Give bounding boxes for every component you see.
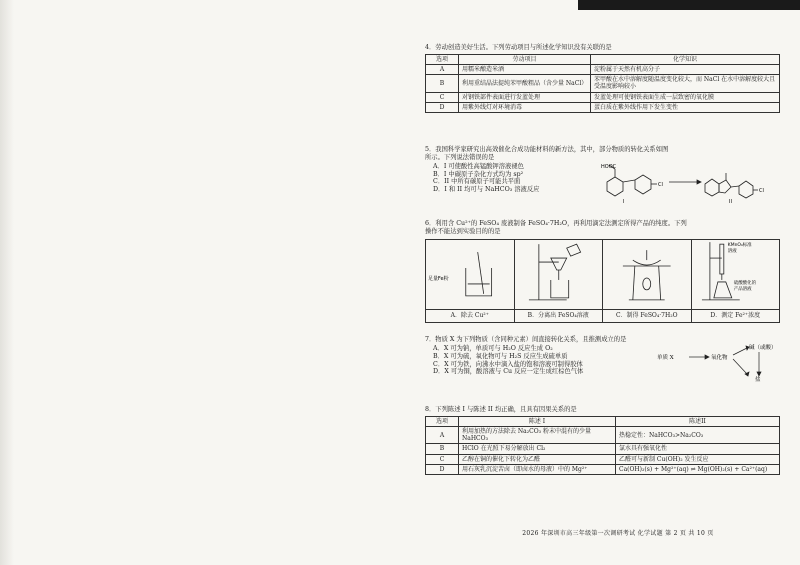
q4-row-c-knowledge: 发蓝处理可使钢铁表面生成一层致密的氧化膜 — [591, 92, 780, 102]
q5-hooc-label: HOOC — [601, 164, 617, 170]
q8-row-c-statement-2: 乙醛可与新制 Cu(OH)₂ 发生反应 — [616, 454, 780, 464]
q4-table — [425, 54, 780, 113]
q6-figure-b — [515, 240, 604, 322]
q8-header-statement-2: 陈述II — [616, 416, 780, 426]
q4-header-project: 劳动项目 — [459, 54, 591, 64]
q8-row-a-statement-1: 利用加热的方法除去 Na₂CO₃ 粉末中混有的少量 NaHCO₃ — [459, 427, 616, 444]
q7-option-d: D．X 可为铜，酸溶液与 Cu 反应一定生成红棕色气体 — [433, 368, 584, 376]
q7-diagram-base-acid: 碱（或酸） — [749, 345, 777, 351]
table-row — [426, 454, 780, 464]
q5-option-c: C．II 中所有碳原子可能共平面 — [433, 178, 521, 186]
question-7 — [425, 336, 780, 382]
question-4 — [425, 44, 780, 113]
q5-stem-line2: 所示。下列说法错误的是 — [425, 153, 495, 161]
q4-row-b-option: B — [426, 75, 459, 92]
q7-diagram-salt: 盐 — [755, 377, 761, 382]
question-8 — [425, 406, 780, 475]
q5-stem-line1: 5．我国科学家研究出高效催化合成功能材料的新方法，其中，部分物质的转化关系如图 — [425, 146, 669, 153]
q8-row-d-option: D — [426, 464, 459, 474]
q6-evaporation-diagram — [603, 240, 691, 304]
q4-stem: 4．劳动创造美好生活。下列劳动项目与所述化学知识没有关联的是 — [425, 44, 612, 51]
q6-beaker-diagram — [426, 240, 514, 304]
table-row — [426, 65, 780, 75]
q6-figure-d — [692, 240, 780, 322]
q6-figure-a — [426, 240, 515, 322]
q7-option-c: C．X 可为铁，向沸水中滴入盐的饱和溶液可制得胶体 — [433, 360, 583, 368]
q4-row-d-knowledge: 蛋白质在紫外线作用下发生变性 — [591, 102, 780, 112]
q4-row-c-option: C — [426, 92, 459, 102]
q4-header-option: 选项 — [426, 54, 459, 64]
q7-option-a: A．X 可为钠，单质可与 H₂O 反应生成 O₂ — [433, 344, 553, 352]
q5-cl-label-2: Cl — [759, 188, 764, 194]
q7-conversion-diagram — [655, 342, 780, 382]
q8-stem: 8．下列陈述 I 与陈述 II 均正确，且具有因果关系的是 — [425, 406, 577, 413]
q8-table — [425, 416, 780, 475]
q7-diagram-element-x: 单质 X — [657, 355, 674, 361]
scan-edge-left — [0, 0, 14, 565]
q6-caption-c: C．制得 FeSO₄·7H₂O — [603, 309, 691, 320]
question-5 — [425, 146, 780, 204]
q4-row-a-knowledge: 淀粉属于天然有机高分子 — [591, 65, 780, 75]
q8-row-d-statement-1: 用石灰乳沉淀苦卤（即卤水的母液）中的 Mg²⁺ — [459, 464, 616, 474]
q6-caption-d: D．测定 Fe²⁺浓度 — [692, 309, 780, 320]
scan-edge-top — [578, 0, 800, 10]
table-row — [426, 444, 780, 454]
q5-option-b: B．I 中碳原子杂化方式均为 sp² — [433, 170, 524, 178]
q5-options — [433, 163, 613, 194]
q6-filtration-diagram — [515, 240, 603, 304]
q6-titration-diagram — [692, 240, 780, 304]
q5-compound-i-label: I — [623, 199, 625, 204]
q4-row-a-option: A — [426, 65, 459, 75]
q4-row-b-knowledge: 苯甲酸在水中溶解度随温度变化较大，而 NaCl 在水中溶解度较大且受温度影响较小 — [591, 75, 780, 92]
table-row — [426, 75, 780, 92]
q4-row-a-project: 用糯米酿造米酒 — [459, 65, 591, 75]
table-row — [426, 92, 780, 102]
q8-row-c-statement-1: 乙醇在铜的催化下转化为乙醛 — [459, 454, 616, 464]
table-row — [426, 427, 780, 444]
table-row — [426, 464, 780, 474]
q5-compound-ii-label: II — [729, 199, 732, 204]
q4-row-b-project: 利用重结晶法提纯苯甲酸粗品（含少量 NaCl） — [459, 75, 591, 92]
q4-row-d-option: D — [426, 102, 459, 112]
q4-row-c-project: 对钢铁部件表面进行发蓝处理 — [459, 92, 591, 102]
q5-cl-label-1: Cl — [658, 182, 663, 188]
q8-row-c-option: C — [426, 454, 459, 464]
q6-stem-line1: 6．利用含 Cu²⁺的 FeSO₄ 废液制备 FeSO₄·7H₂O，再利用滴定法测定所得产品的纯度。下列 — [425, 220, 687, 227]
q8-row-a-statement-2: 热稳定性：NaHCO₃>Na₂CO₃ — [616, 427, 780, 444]
q7-option-b: B．X 可为硫，氧化物可与 H₂S 反应生成硫单质 — [433, 352, 568, 360]
q6-figure-c — [603, 240, 692, 322]
q7-stem: 7．物质 X 为下列物质（含同种元素）间直接转化关系，且推测成立的是 — [425, 336, 627, 343]
q8-header-statement-1: 陈述 I — [459, 416, 616, 426]
q6-product-solution-label: 产品溶液 — [733, 286, 752, 292]
q8-header-option: 选项 — [426, 416, 459, 426]
q6-stem-line2: 操作不能达到实验目的的是 — [425, 227, 501, 235]
q8-row-a-option: A — [426, 427, 459, 444]
q6-caption-b: B．分离出 FeSO₄溶液 — [515, 309, 603, 320]
q4-header-knowledge: 化学知识 — [591, 54, 780, 64]
q5-option-a: A．I 可使酸性高锰酸钾溶液褪色 — [433, 162, 524, 170]
q6-figure-grid — [425, 239, 780, 323]
q7-options — [433, 345, 663, 376]
q6-solution-label: 溶液 — [727, 248, 737, 254]
q6-fe-powder-label: 足量Fe粉 — [427, 275, 449, 282]
q8-row-b-statement-1: HClO 在光照下易分解放出 Cl₂ — [459, 444, 616, 454]
table-row — [426, 102, 780, 112]
q4-row-d-project: 用紫外线灯对环境消毒 — [459, 102, 591, 112]
page-footer: 2026 年深圳市高三年级第一次调研考试 化学试题 第 2 页 共 10 页 — [522, 530, 714, 537]
q8-row-b-option: B — [426, 444, 459, 454]
q6-kmno4-label: KMnO₄标准 — [727, 242, 752, 248]
q6-acidified-label: 硫酸酸化的 — [733, 280, 756, 286]
q8-row-d-statement-2: Ca(OH)₂(s) + Mg²⁺(aq) ⇌ Mg(OH)₂(s) + Ca²⁺(aq) — [616, 464, 780, 474]
q5-reaction-diagram — [593, 160, 773, 204]
q5-option-d: D．I 和 II 均可与 NaHCO₃ 溶液反应 — [433, 186, 540, 194]
q8-row-b-statement-2: 氯水具有强氧化性 — [616, 444, 780, 454]
question-6 — [425, 220, 780, 323]
q6-caption-a: A．除去 Cu²⁺ — [426, 309, 514, 320]
q7-diagram-oxide: 氧化物 — [711, 355, 728, 361]
